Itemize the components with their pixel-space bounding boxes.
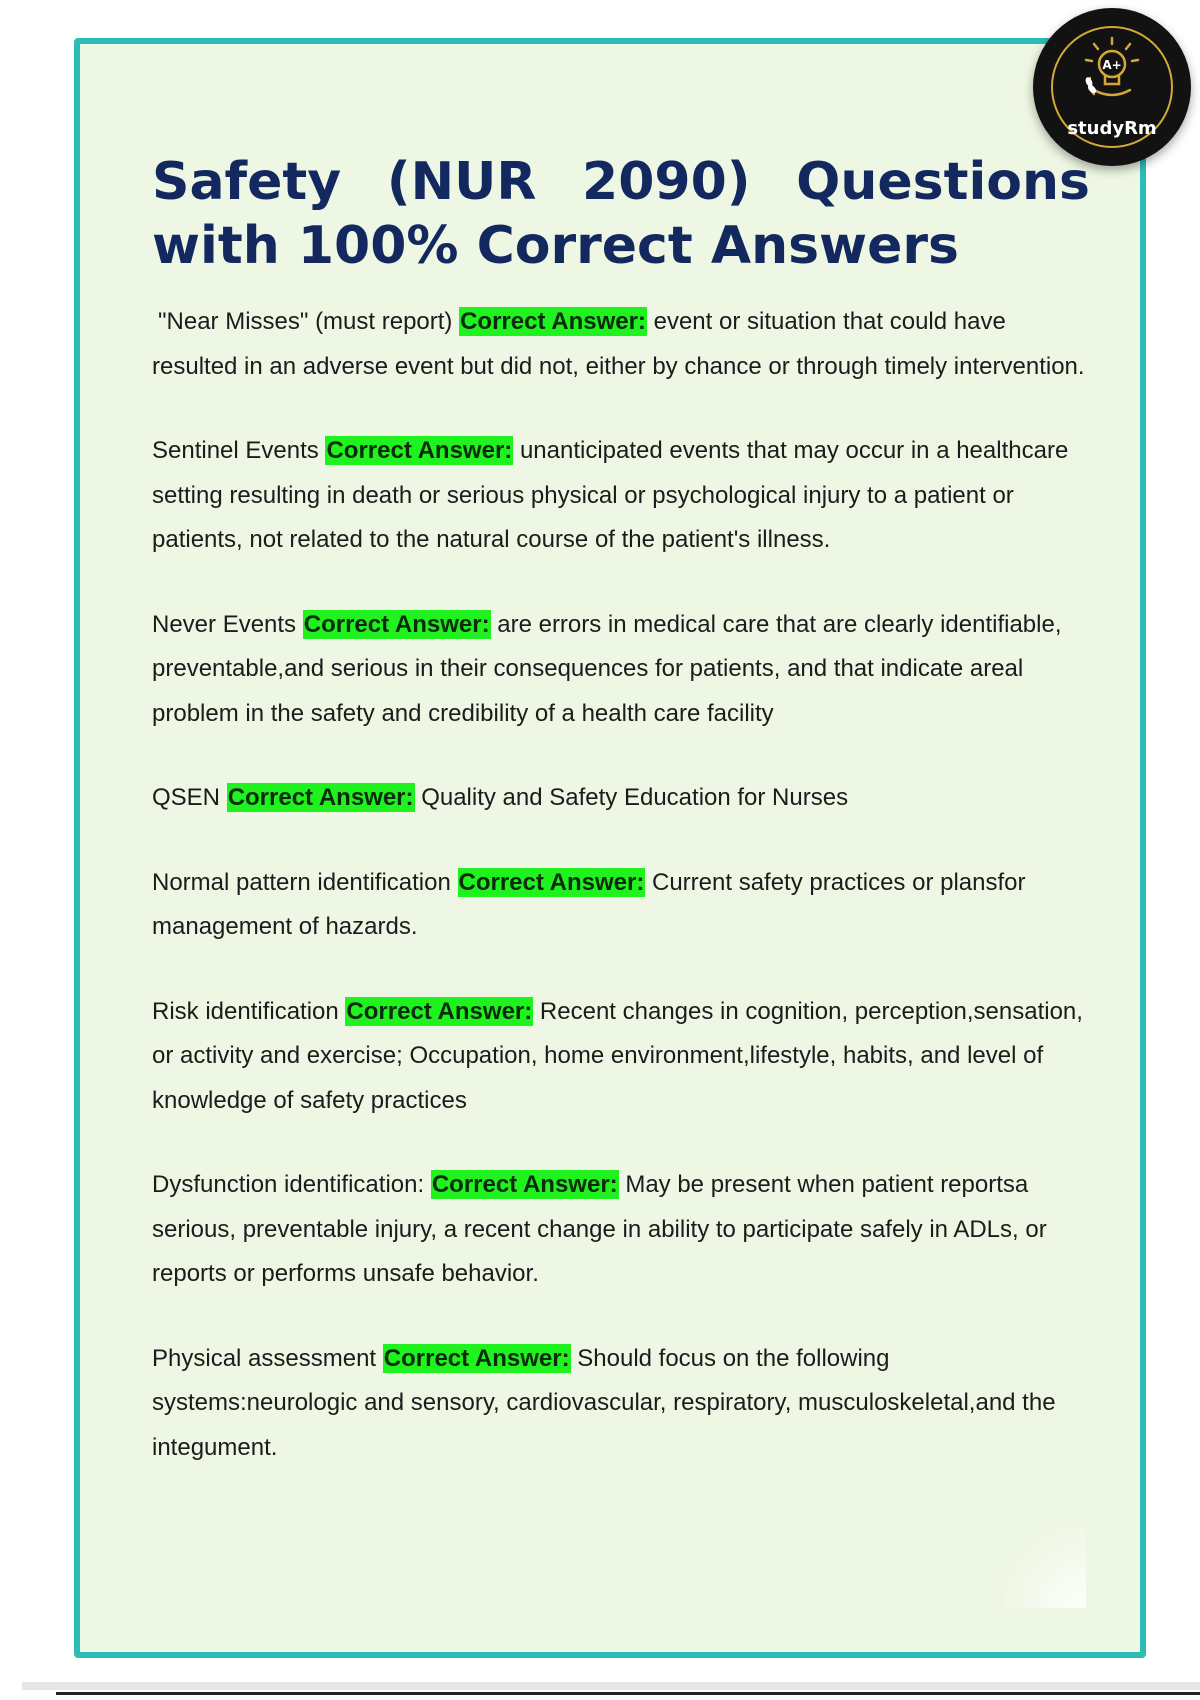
qa-entry xyxy=(152,1337,1092,1471)
qa-entry xyxy=(152,429,1092,563)
qa-entry xyxy=(152,776,1092,821)
qa-answer: Should focus on the following systems:neurologic and sensory, cardiovascular, respiratory, musculoskeletal,and the integument. xyxy=(152,1344,1056,1461)
qa-answer: unanticipated events that may occur in a healthcare setting resulting in death or serious physical or psychological injury to a patient or patients, not related to the natural course of the patient's illness. xyxy=(152,437,1069,553)
qa-answer: Quality and Safety Education for Nurses xyxy=(421,784,849,811)
qa-answer: are errors in medical care that are clearly identifiable, preventable,and serious in their consequences for patients, and that indicate areal problem in the safety and credibility of a health care facility xyxy=(152,610,1062,727)
qa-entry xyxy=(152,990,1092,1124)
qa-term: Physical assessment xyxy=(152,1344,377,1372)
qa-term: Dysfunction identification: xyxy=(152,1171,425,1198)
qa-list xyxy=(152,300,1092,1510)
correct-answer-label: Correct Answer: xyxy=(460,308,646,335)
qa-term: QSEN xyxy=(152,784,221,811)
page-bottom-shade xyxy=(22,1682,1200,1690)
correct-answer-label: Correct Answer: xyxy=(326,437,513,464)
document-page xyxy=(74,38,1146,1658)
qa-answer: Current safety practices or plansfor management of hazards. xyxy=(152,868,1026,940)
qa-answer: May be present when patient reportsa serious, preventable injury, a recent change in ability to participate safely in ADLs, or reports or performs unsafe behavior. xyxy=(152,1171,1047,1287)
qa-entry xyxy=(152,861,1092,950)
correct-answer-label: Correct Answer: xyxy=(346,997,533,1025)
correct-answer-label: Correct Answer: xyxy=(383,1344,570,1372)
correct-answer-label: Correct Answer: xyxy=(431,1171,618,1198)
page-bottom-rule xyxy=(56,1692,1200,1695)
page-corner-curl xyxy=(996,1518,1086,1608)
qa-term: Sentinel Events xyxy=(152,437,319,464)
svg-text:A+: A+ xyxy=(1102,58,1122,72)
qa-entry xyxy=(152,300,1092,389)
studyrm-badge[interactable] xyxy=(1033,8,1191,166)
qa-term: Risk identification xyxy=(152,997,339,1025)
badge-label: studyRm xyxy=(1067,118,1157,139)
qa-answer: event or situation that could have resulted in an adverse event but did not, either by chance or through timely intervention. xyxy=(152,308,1085,380)
lightbulb-a-plus-icon xyxy=(1072,32,1152,112)
qa-entry xyxy=(152,603,1092,737)
qa-entry xyxy=(152,1163,1092,1297)
qa-term: Normal pattern identification xyxy=(152,868,451,896)
qa-answer: Recent changes in cognition, perception,sensation, or activity and exercise; Occupation, home environment,lifestyle, habits, and level of knowledge of safety practices xyxy=(152,997,1083,1114)
correct-answer-label: Correct Answer: xyxy=(227,784,414,811)
correct-answer-label: Correct Answer: xyxy=(303,610,490,638)
correct-answer-label: Correct Answer: xyxy=(458,868,645,896)
qa-term: Never Events xyxy=(152,610,297,638)
document-title: Safety (NUR 2090) Questions with 100% Correct Answers xyxy=(152,152,1090,276)
qa-term: "Near Misses" (must report) xyxy=(158,308,453,335)
